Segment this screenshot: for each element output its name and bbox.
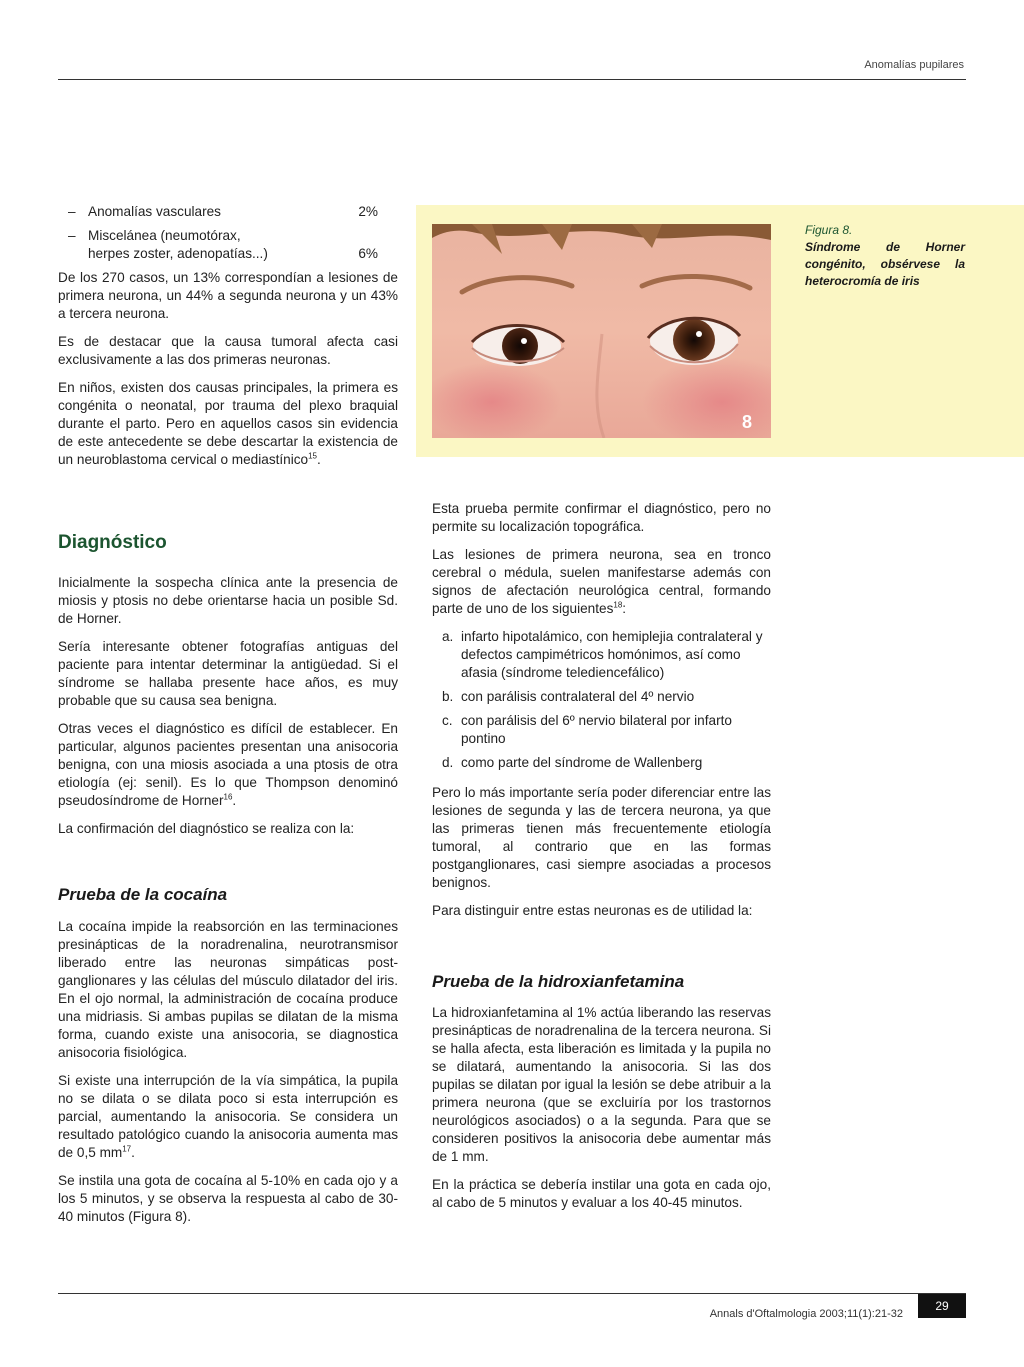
figure-label: Figura 8. xyxy=(805,223,853,237)
list-item-text: con parálisis del 6º nervio bilateral por infarto pontino xyxy=(461,713,732,746)
paragraph: Si existe una interrupción de la vía simpática, la pupila no se dilata o se dilata poco si esta interrupción es parcial, aumentando la anisocoria. Se considera un resultado patológico cuando la anisocoria aumenta mas de 0,5 $mm^{17}$. xyxy=(58,1073,398,1160)
reference-number: 17 xyxy=(122,1144,132,1154)
paragraph-text: Otras veces el diagnóstico es difícil de establecer. En particular, algunos pacientes presentan una anisocoria benigna, con una miosis asociada a una ptosis de otra etiología (ej: senil). Es lo que Thompson denominó pseudosíndrome de Horner xyxy=(58,721,398,808)
page-number: 29 xyxy=(918,1294,966,1318)
list-item-percent: 2% xyxy=(358,204,378,219)
subheading-cocaina: Prueba de la cocaína xyxy=(58,885,228,904)
figure-number: 8 xyxy=(742,412,753,432)
diagnostico-text xyxy=(58,574,398,848)
list-marker: d. xyxy=(442,755,454,770)
figure-caption xyxy=(805,222,965,290)
child-eyes-illustration xyxy=(432,224,771,438)
paragraph: La cocaína impide la reabsorción en las terminaciones presinápticas de la noradrenalina, neurotransmisor liberado entre las neuronas simpáticas post-ganglionares y las células del músculo dilatador del iris. En el ojo normal, la administración de cocaína produce una midriasis. Si ambas pupilas se dilatan de la misma forma, cuando existe una anisocoria, se diagnostica anisocoria fisiológica. xyxy=(58,919,398,1060)
paragraph: De los 270 casos, un 13% correspondían a lesiones de primera neurona, un 44% a segunda neurona y un 43% a tercera neurona. xyxy=(58,270,398,321)
list-item xyxy=(432,688,771,706)
list-item-percent: 6% xyxy=(358,246,378,261)
figure-photo xyxy=(432,224,771,438)
hidroxianfetamina-text xyxy=(432,1004,771,1222)
list-item xyxy=(58,203,398,221)
list-item xyxy=(432,712,771,748)
running-header: Anomalías pupilares xyxy=(864,59,964,71)
header-rule xyxy=(58,79,966,80)
list-marker: b. xyxy=(442,689,454,704)
figure-caption-title: Síndrome de Horner congénito, obsérvese la heterocromía de iris xyxy=(805,240,965,288)
list-item-text: infarto hipotalámico, con hemiplejia contralateral y defectos campimétricos homónimos, así como afasia (síndrome telediencefálico) xyxy=(461,629,763,680)
paragraph-text: Las lesiones de primera neurona, sea en tronco cerebral o médula, suelen manifestarse además con signos de afectación neurológica central, formando parte de uno de los siguientes xyxy=(432,547,771,616)
paragraph-text: En niños, existen dos causas principales, la primera es congénita o neonatal, por trauma del plexo braquial durante el parto. Pero en aquellos casos sin evidencia de este antecedente se debe descartar la existencia de un neuroblastoma cervical o mediastínico xyxy=(58,380,398,467)
footer-rule xyxy=(58,1293,966,1294)
paragraph: Esta prueba permite confirmar el diagnóstico, pero no permite su localización topográfica. xyxy=(432,501,771,534)
reference-number: 18 xyxy=(613,600,623,610)
paragraph: Pero lo más importante sería poder diferenciar entre las lesiones de segunda y las de tercera neurona, ya que las primeras tienen más frecuentemente etiología tumoral, al contrario que en las formas postganglionares, casi siempre asociadas a procesos benignos. xyxy=(432,785,771,890)
list-item-label: Miscelánea (neumotórax, xyxy=(88,228,241,243)
paragraph: Inicialmente la sospecha clínica ante la presencia de miosis y ptosis no debe orientarse hacia un posible Sd. de Horner. xyxy=(58,575,398,626)
paragraph: Para distinguir entre estas neuronas es de utilidad la: xyxy=(432,903,753,918)
reference-number: 15 xyxy=(308,451,318,461)
left-column xyxy=(58,203,398,479)
paragraph: En la práctica se debería instilar una gota en cada ojo, al cabo de 5 minutos y evaluar a los 40-45 minutos. xyxy=(432,1177,771,1210)
list-marker: a. xyxy=(442,629,454,644)
paragraph-text: Si existe una interrupción de la vía simpática, la pupila no se dilata o se dilata poco si esta interrupción es parcial, aumentando la anisocoria. Se considera un resultado patológico cuando la anisocoria aumenta mas de 0,5 mm xyxy=(58,1073,398,1160)
middle-column xyxy=(432,500,771,930)
subheading-hidroxianfetamina: Prueba de la hidroxianfetamina xyxy=(432,972,685,991)
reference-number: 16 xyxy=(223,792,233,802)
list-item xyxy=(432,628,771,682)
list-dash: – xyxy=(68,228,76,243)
paragraph: La confirmación del diagnóstico se realiza con la: xyxy=(58,821,355,836)
list-dash: – xyxy=(68,204,76,219)
paragraph: Sería interesante obtener fotografías antiguas del paciente para intentar determinar la antigüedad. Si el síndrome se hallaba presente hace años, es muy probable que su causa sea benigna. xyxy=(58,639,398,708)
list-item-label: Anomalías vasculares xyxy=(88,204,221,219)
list-item xyxy=(432,754,771,772)
cocaina-text xyxy=(58,918,398,1236)
list-item-text: como parte del síndrome de Wallenberg xyxy=(461,755,703,770)
journal-citation: Annals d'Oftalmologia 2003;11(1):21-32 xyxy=(709,1308,903,1320)
paragraph: Se instila una gota de cocaína al 5-10% en cada ojo y a los 5 minutos, y se observa la respuesta al cabo de 30-40 minutos (Figura 8). xyxy=(58,1173,398,1224)
section-heading-diagnostico: Diagnóstico xyxy=(58,532,167,553)
paragraph: En niños, existen dos causas principales, la primera es congénita o neonatal, por trauma del plexo braquial durante el parto. Pero en aquellos casos sin evidencia de este antecedente se debe descartar la existencia de un neuroblastoma cervical o mediastínico$^{15}$. xyxy=(58,380,398,467)
list-marker: c. xyxy=(442,713,453,728)
paragraph: Es de destacar que la causa tumoral afecta casi exclusivamente a las dos primeras neuronas. xyxy=(58,334,398,367)
paragraph: Las lesiones de primera neurona, sea en tronco cerebral o médula, suelen manifestarse además con signos de afectación neurológica central, formando parte de uno de los siguientes$^{18}$: xyxy=(432,547,771,616)
paragraph: Otras veces el diagnóstico es difícil de establecer. En particular, algunos pacientes presentan una anisocoria benigna, con una miosis asociada a una ptosis de otra etiología (ej: senil). Es lo que Thompson denominó pseudosíndrome de Horner$^{16}$. xyxy=(58,721,398,808)
list-item xyxy=(58,227,398,263)
list-item-label: herpes zoster, adenopatías...) xyxy=(88,246,268,261)
paragraph: La hidroxianfetamina al 1% actúa liberando las reservas presinápticas de noradrenalina de la tercera neurona. Si se halla afecta, esta liberación es limitada y la pupila no se dilatará, aumentando la anisocoria. Si las dos pupilas se dilatan por igual la lesión se debe atribuir a la primera neurona (que se excluiría por los trastornos neurológicos asociados) o a la segunda. Para que se consideren positivos la anisocoria debe aumentar más de 1 mm. xyxy=(432,1005,771,1164)
list-item-text: con parálisis contralateral del 4º nervio xyxy=(461,689,695,704)
